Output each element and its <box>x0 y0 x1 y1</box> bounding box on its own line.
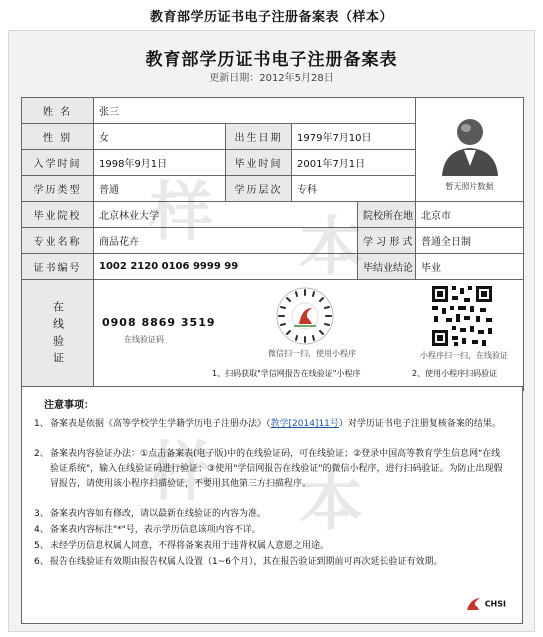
bird-logo-icon <box>466 597 482 611</box>
name-label: 姓 名 <box>22 98 94 124</box>
form-label: 学 习 形 式 <box>358 228 416 254</box>
info-table <box>21 97 524 391</box>
conclusion-label: 毕结业结论 <box>358 254 416 280</box>
step2-text: 2、使用小程序扫码验证 <box>412 369 498 378</box>
grad-time-value: 2001年7月1日 <box>292 150 416 176</box>
notes-box <box>21 386 523 624</box>
photo-cell <box>416 98 524 202</box>
cert-value: 1002 2120 0106 9999 99 <box>94 254 358 280</box>
major-label: 专业名称 <box>22 228 94 254</box>
watermark-char: 本 <box>299 466 363 540</box>
mini-program-code-icon[interactable] <box>272 286 338 346</box>
location-value: 北京市 <box>416 202 524 228</box>
regulation-link[interactable]: 教学[2014]11号 <box>270 419 339 429</box>
birth-label: 出生日期 <box>226 124 292 150</box>
form-value: 普通全日制 <box>416 228 524 254</box>
grad-time-label: 毕业时间 <box>226 150 292 176</box>
verify-label: 在线验证 <box>51 301 65 369</box>
level-value: 专科 <box>292 176 416 202</box>
notes-title: 注意事项： <box>44 400 94 411</box>
type-value: 普通 <box>94 176 226 202</box>
note-item-1: 1、 备案表是依据《高等学校学生学籍学历电子注册办法》（教学[2014]11号）对学历证书电子注册复核备案的结果。 <box>34 419 501 429</box>
chsi-logo-text: CHSI <box>484 599 506 609</box>
note-item-5: 5、 未经学历信息权属人同意，不得将备案表用于违背权属人意愿之用途。 <box>34 541 330 551</box>
watermark-char: 样 <box>149 176 213 250</box>
verify-label-cell <box>22 280 94 391</box>
type-label: 学历类型 <box>22 176 94 202</box>
note-item-3: 3、 备案表内容如有修改，请以最新在线验证的内容为准。 <box>34 509 267 519</box>
birth-value: 1979年7月10日 <box>292 124 416 150</box>
school-label: 毕业院校 <box>22 202 94 228</box>
verify-code-caption: 在线验证码 <box>124 335 164 344</box>
mini-caption: 微信扫一扫，使用小程序 <box>268 349 356 358</box>
watermark-char: 样 <box>149 436 213 510</box>
gender-value: 女 <box>94 124 226 150</box>
enroll-label: 入学时间 <box>22 150 94 176</box>
avatar-icon <box>428 110 512 176</box>
watermark-char: 本 <box>299 211 363 285</box>
cert-label: 证书编号 <box>22 254 94 280</box>
qr-code-icon[interactable] <box>430 284 494 348</box>
chsi-logo <box>466 597 506 611</box>
school-value: 北京林业大学 <box>94 202 358 228</box>
update-date: 更新日期：2012年5月28日 <box>209 73 334 84</box>
enroll-value: 1998年9月1日 <box>94 150 226 176</box>
note-item-2: 2、 备案表内容验证办法：①点击备案表(电子版)中的在线验证码，可在线验证；②登录中国高等教育学生信息网"在线验证系统"，输入在线验证码进行验证；③使用"学信网报告在线验证"的微信小程序，进行扫码验证。为防止出现假冒报告，请使用该小程序扫描验证，不要用其他第三方扫描程序。 <box>34 449 503 489</box>
conclusion-value: 毕业 <box>416 254 524 280</box>
level-label: 学历层次 <box>226 176 292 202</box>
location-label: 院校所在地 <box>358 202 416 228</box>
qr-caption: 小程序扫一扫，在线验证 <box>420 351 508 360</box>
photo-placeholder <box>428 110 512 190</box>
verify-code[interactable]: 0908 8869 3519 <box>102 316 216 329</box>
page-title: 教育部学历证书电子注册备案表（样本） <box>149 10 393 25</box>
note-item-4: 4、 备案表内容标注"*"号，表示学历信息该项内容不详。 <box>34 525 261 535</box>
gender-label: 性 别 <box>22 124 94 150</box>
sheet-title: 教育部学历证书电子注册备案表 <box>145 50 398 70</box>
note-item-6: 6、 报告在线验证有效期由报告权属人设置（1~6个月），其在报告验证到期前可再次延长验证有效期。 <box>34 557 443 567</box>
name-value: 张三 <box>94 98 416 124</box>
verify-cell <box>94 280 524 391</box>
photo-caption: 暂无照片数据 <box>445 181 494 191</box>
major-value: 商品花卉 <box>94 228 358 254</box>
step1-text: 1、扫码获取"学信网报告在线验证"小程序 <box>212 369 361 378</box>
record-sheet <box>8 30 535 632</box>
